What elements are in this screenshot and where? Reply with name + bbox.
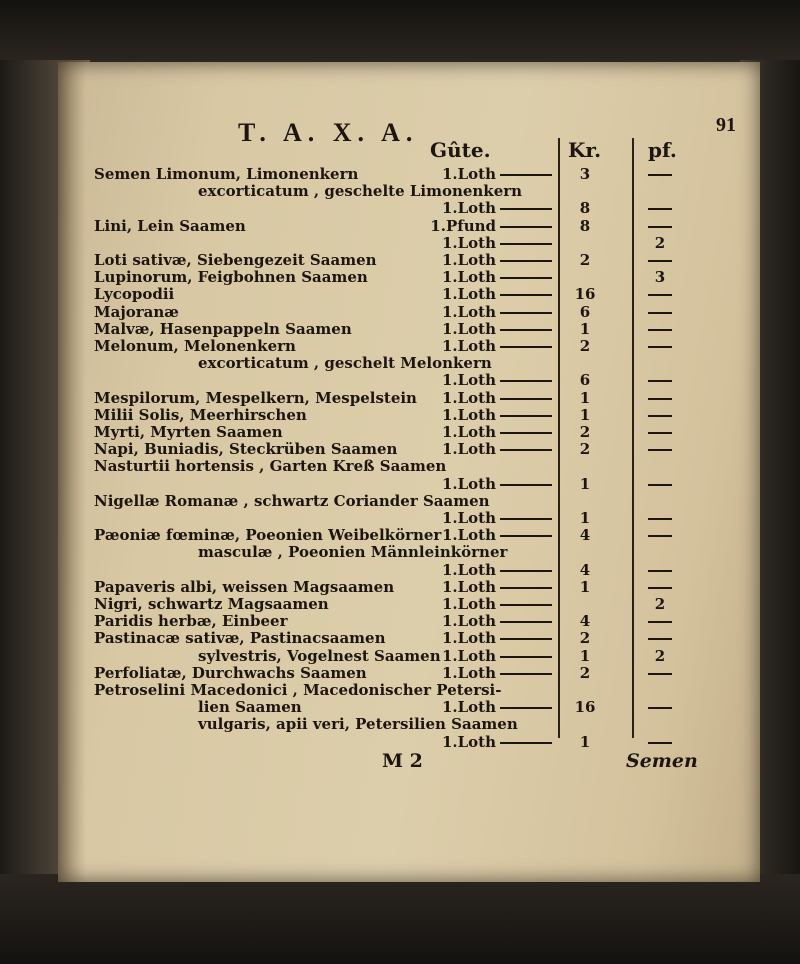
entry-kreuzer: 1 xyxy=(579,509,591,527)
entry-weight: 1.Pfund xyxy=(430,216,496,235)
list-item xyxy=(58,544,760,561)
entry-kreuzer: 2 xyxy=(579,629,591,648)
list-item xyxy=(58,304,760,321)
list-item xyxy=(58,252,760,269)
entry-weight: 1.Loth xyxy=(441,405,496,424)
entry-kreuzer: 1 xyxy=(579,732,591,751)
entry-pfennig-dash xyxy=(648,208,672,210)
entry-pfennig: 2 xyxy=(654,595,666,613)
entry-name: Malvæ, Hasenpappeln Saamen xyxy=(94,319,352,338)
entry-dash xyxy=(500,260,552,262)
entry-pfennig-dash xyxy=(648,226,672,228)
column-head-weight: Gûte. xyxy=(430,138,491,162)
entry-dash xyxy=(500,208,552,210)
list-item xyxy=(58,510,760,527)
entry-weight: 1.Loth xyxy=(441,440,496,459)
list-item xyxy=(58,183,760,200)
entry-pfennig-dash xyxy=(648,260,672,262)
entry-pfennig-dash xyxy=(648,587,672,589)
list-item xyxy=(58,269,760,286)
entry-kreuzer: 4 xyxy=(579,526,591,545)
entry-name: Myrti, Myrten Saamen xyxy=(94,423,283,441)
list-item xyxy=(58,458,760,475)
catchword: Semen xyxy=(626,750,698,772)
page-footer xyxy=(58,750,760,780)
entry-name: Paridis herbæ, Einbeer xyxy=(94,612,288,631)
list-item xyxy=(58,166,760,183)
entry-pfennig: 2 xyxy=(654,233,666,252)
column-head-pfennig: pf. xyxy=(648,138,677,162)
entry-dash xyxy=(500,277,552,279)
entry-kreuzer: 1 xyxy=(579,646,591,665)
entry-pfennig-dash xyxy=(648,535,672,537)
entry-name: masculæ , Poeonien Männleinkörner xyxy=(198,543,508,562)
entry-pfennig-dash xyxy=(648,329,672,331)
entry-kreuzer: 1 xyxy=(579,319,591,338)
entry-kreuzer: 2 xyxy=(579,663,591,682)
entry-kreuzer: 2 xyxy=(579,251,591,269)
entry-pfennig: 2 xyxy=(654,646,666,665)
running-head: T. A. X. A. xyxy=(238,118,419,147)
entry-kreuzer: 1 xyxy=(579,405,591,424)
entry-name: Pæoniæ fœminæ, Poeonien Weibelkörner xyxy=(94,526,442,545)
list-item xyxy=(58,355,760,372)
entry-pfennig-dash xyxy=(648,415,672,417)
entry-weight: 1.Loth xyxy=(441,337,496,355)
entry-pfennig: 3 xyxy=(654,268,666,287)
entry-pfennig-dash xyxy=(648,673,672,675)
entry-dash xyxy=(500,673,552,675)
entry-name: Milii Solis, Meerhirschen xyxy=(94,405,307,424)
entry-dash xyxy=(500,570,552,572)
entry-pfennig-dash xyxy=(648,294,672,296)
entry-dash xyxy=(500,415,552,417)
entry-kreuzer: 1 xyxy=(579,388,591,407)
entry-kreuzer: 4 xyxy=(579,612,591,631)
entry-name: Papaveris albi, weissen Magsaamen xyxy=(94,577,395,596)
entry-weight: 1.Loth xyxy=(441,526,496,545)
entry-kreuzer: 8 xyxy=(579,199,591,218)
entry-weight: 1.Loth xyxy=(441,319,496,338)
entry-name: lien Saamen xyxy=(198,698,302,717)
entry-dash xyxy=(500,243,552,245)
entry-dash xyxy=(500,587,552,589)
list-item xyxy=(58,562,760,579)
entry-name: Melonum, Melonenkern xyxy=(94,337,296,355)
entry-pfennig-dash xyxy=(648,449,672,451)
list-item xyxy=(58,648,760,665)
entry-name: Petroselini Macedonici , Macedonischer Petersi- xyxy=(94,681,502,699)
entry-weight: 1.Loth xyxy=(441,268,496,287)
entry-pfennig-dash xyxy=(648,742,672,744)
entry-weight: 1.Loth xyxy=(441,423,496,441)
list-item xyxy=(58,734,760,751)
entry-dash xyxy=(500,312,552,314)
entry-name: Majoranæ xyxy=(94,302,179,321)
entry-weight: 1.Loth xyxy=(441,732,496,751)
entry-name: Lycopodii xyxy=(94,285,175,304)
entry-dash xyxy=(500,656,552,658)
entry-weight: 1.Loth xyxy=(441,595,496,613)
entry-name: Loti sativæ, Siebengezeit Saamen xyxy=(94,251,377,269)
entry-kreuzer: 8 xyxy=(579,216,591,235)
entry-dash xyxy=(500,329,552,331)
book-page xyxy=(58,62,760,882)
entry-dash xyxy=(500,604,552,606)
entry-pfennig-dash xyxy=(648,380,672,382)
entry-kreuzer: 6 xyxy=(579,371,591,390)
page-number: 91 xyxy=(716,114,736,136)
list-item xyxy=(58,579,760,596)
signature-mark: M 2 xyxy=(382,750,423,772)
entry-pfennig-dash xyxy=(648,518,672,520)
photo-margin-bottom xyxy=(0,874,800,964)
entry-name: excorticatum , geschelte Limonenkern xyxy=(198,182,523,201)
entry-dash xyxy=(500,484,552,486)
list-item xyxy=(58,716,760,733)
entry-name: Nigellæ Romanæ , schwartz Coriander Saamen xyxy=(94,491,490,510)
entry-dash xyxy=(500,432,552,434)
list-item xyxy=(58,441,760,458)
entry-pfennig-dash xyxy=(648,638,672,640)
entry-pfennig-dash xyxy=(648,346,672,348)
list-item xyxy=(58,682,760,699)
entry-weight: 1.Loth xyxy=(441,165,496,183)
entry-dash xyxy=(500,518,552,520)
entry-pfennig-dash xyxy=(648,621,672,623)
entry-weight: 1.Loth xyxy=(441,629,496,648)
entry-name: Pastinacæ sativæ, Pastinacsaamen xyxy=(94,629,386,648)
list-item xyxy=(58,493,760,510)
entry-weight: 1.Loth xyxy=(441,577,496,596)
entry-weight: 1.Loth xyxy=(441,199,496,218)
list-item xyxy=(58,476,760,493)
entry-pfennig-dash xyxy=(648,570,672,572)
list-item xyxy=(58,596,760,613)
entry-kreuzer: 2 xyxy=(579,440,591,459)
list-item xyxy=(58,613,760,630)
list-item xyxy=(58,218,760,235)
entry-kreuzer: 4 xyxy=(579,560,591,579)
entry-kreuzer: 16 xyxy=(574,285,596,304)
entry-kreuzer: 1 xyxy=(579,577,591,596)
entry-kreuzer: 1 xyxy=(579,474,591,493)
entry-name: Semen Limonum, Limonenkern xyxy=(94,165,359,183)
entry-weight: 1.Loth xyxy=(441,233,496,252)
photo-margin-top xyxy=(0,0,800,60)
entry-dash xyxy=(500,174,552,176)
entry-name: vulgaris, apii veri, Petersilien Saamen xyxy=(198,715,518,734)
list-item xyxy=(58,630,760,647)
list-item xyxy=(58,424,760,441)
entry-weight: 1.Loth xyxy=(441,285,496,304)
entry-name: Nasturtii hortensis , Garten Kreß Saamen xyxy=(94,457,447,476)
entry-pfennig-dash xyxy=(648,707,672,709)
entry-pfennig-dash xyxy=(648,432,672,434)
entry-dash xyxy=(500,346,552,348)
list-item xyxy=(58,390,760,407)
entry-kreuzer: 2 xyxy=(579,423,591,441)
entry-pfennig-dash xyxy=(648,398,672,400)
entry-name: Napi, Buniadis, Steckrüben Saamen xyxy=(94,440,398,459)
entry-dash xyxy=(500,398,552,400)
list-item xyxy=(58,321,760,338)
entry-pfennig-dash xyxy=(648,312,672,314)
entry-weight: 1.Loth xyxy=(441,560,496,579)
entry-dash xyxy=(500,742,552,744)
entry-name: sylvestris, Vogelnest Saamen xyxy=(198,646,441,665)
entry-weight: 1.Loth xyxy=(441,474,496,493)
entry-kreuzer: 6 xyxy=(579,302,591,321)
entry-name: Mespilorum, Mespelkern, Mespelstein xyxy=(94,388,417,407)
list-item xyxy=(58,200,760,217)
entry-weight: 1.Loth xyxy=(441,646,496,665)
entry-weight: 1.Loth xyxy=(441,251,496,269)
list-item xyxy=(58,338,760,355)
entry-dash xyxy=(500,294,552,296)
list-item xyxy=(58,665,760,682)
entry-name: Lini, Lein Saamen xyxy=(94,216,246,235)
entry-dash xyxy=(500,380,552,382)
list-item xyxy=(58,372,760,389)
column-head-kreuzer: Kr. xyxy=(568,138,602,162)
entry-dash xyxy=(500,707,552,709)
list-item xyxy=(58,235,760,252)
entry-dash xyxy=(500,226,552,228)
entry-weight: 1.Loth xyxy=(441,698,496,717)
list-item xyxy=(58,527,760,544)
entry-dash xyxy=(500,621,552,623)
entry-dash xyxy=(500,449,552,451)
entry-pfennig-dash xyxy=(648,174,672,176)
entry-weight: 1.Loth xyxy=(441,388,496,407)
entry-dash xyxy=(500,638,552,640)
entry-weight: 1.Loth xyxy=(441,509,496,527)
list-item xyxy=(58,699,760,716)
entry-name: excorticatum , geschelt Melonkern xyxy=(198,354,492,373)
entry-weight: 1.Loth xyxy=(441,371,496,390)
entry-name: Nigri, schwartz Magsaamen xyxy=(94,595,329,613)
entry-pfennig-dash xyxy=(648,484,672,486)
entry-kreuzer: 2 xyxy=(579,337,591,355)
entry-name: Lupinorum, Feigbohnen Saamen xyxy=(94,268,368,287)
list-item xyxy=(58,286,760,303)
entry-name: Perfoliatæ, Durchwachs Saamen xyxy=(94,663,367,682)
entry-weight: 1.Loth xyxy=(441,302,496,321)
entry-dash xyxy=(500,535,552,537)
list-item xyxy=(58,407,760,424)
entry-kreuzer: 16 xyxy=(574,698,596,717)
entry-weight: 1.Loth xyxy=(441,663,496,682)
entry-kreuzer: 3 xyxy=(579,165,591,183)
entry-weight: 1.Loth xyxy=(441,612,496,631)
